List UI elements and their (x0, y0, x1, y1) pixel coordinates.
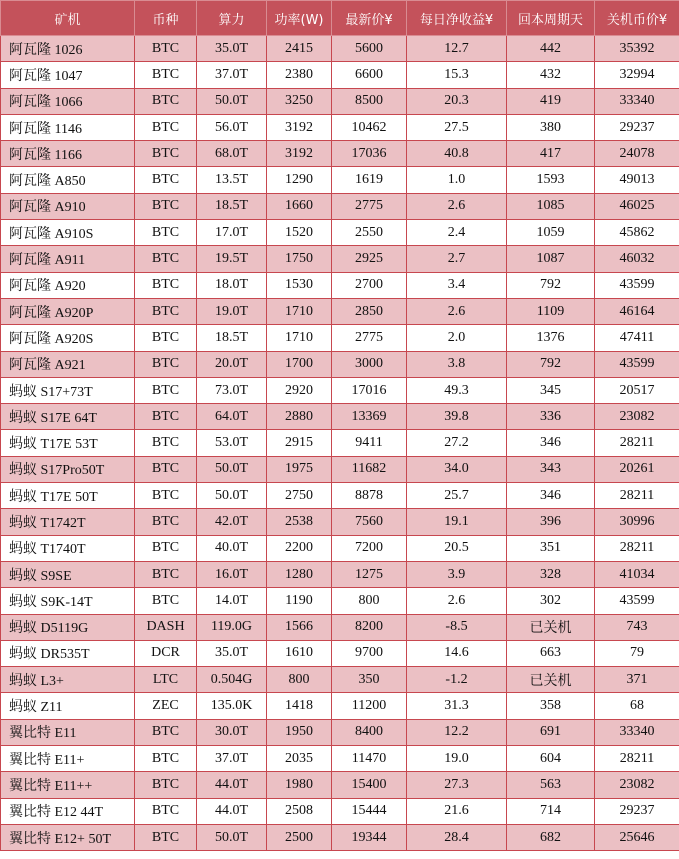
cell-shutdown-price: 28211 (595, 430, 679, 456)
cell-price: 3000 (332, 351, 407, 377)
cell-hashrate: 14.0T (197, 588, 267, 614)
cell-price: 2925 (332, 246, 407, 272)
cell-daily-profit: 2.6 (407, 193, 507, 219)
cell-power: 1710 (267, 325, 332, 351)
cell-shutdown-price: 28211 (595, 483, 679, 509)
cell-power: 1520 (267, 220, 332, 246)
cell-shutdown-price: 41034 (595, 561, 679, 587)
cell-power: 3192 (267, 114, 332, 140)
cell-daily-profit: 2.0 (407, 325, 507, 351)
header-power: 功率(W) (267, 1, 332, 36)
cell-shutdown-price: 29237 (595, 798, 679, 824)
header-row (1, 1, 679, 36)
cell-payback-days: 1109 (507, 298, 595, 324)
cell-payback-days: 442 (507, 36, 595, 62)
cell-coin: BTC (135, 167, 197, 193)
cell-daily-profit: 27.5 (407, 114, 507, 140)
cell-coin: BTC (135, 62, 197, 88)
table-row (1, 377, 679, 403)
cell-miner-name: 翼比特 E12 44T (1, 798, 135, 824)
cell-daily-profit: 27.3 (407, 772, 507, 798)
cell-price: 2775 (332, 325, 407, 351)
cell-shutdown-price: 45862 (595, 220, 679, 246)
cell-price: 800 (332, 588, 407, 614)
cell-hashrate: 42.0T (197, 509, 267, 535)
cell-hashrate: 53.0T (197, 430, 267, 456)
cell-daily-profit: 28.4 (407, 824, 507, 850)
cell-hashrate: 68.0T (197, 141, 267, 167)
cell-price: 7200 (332, 535, 407, 561)
cell-shutdown-price: 24078 (595, 141, 679, 167)
cell-daily-profit: 20.5 (407, 535, 507, 561)
cell-payback-days: 604 (507, 746, 595, 772)
cell-coin: BTC (135, 246, 197, 272)
cell-power: 2415 (267, 36, 332, 62)
cell-daily-profit: 12.7 (407, 36, 507, 62)
cell-coin: BTC (135, 719, 197, 745)
cell-coin: BTC (135, 588, 197, 614)
cell-daily-profit: 20.3 (407, 88, 507, 114)
cell-hashrate: 50.0T (197, 88, 267, 114)
cell-hashrate: 56.0T (197, 114, 267, 140)
cell-miner-name: 阿瓦隆 1026 (1, 36, 135, 62)
cell-daily-profit: 2.4 (407, 220, 507, 246)
cell-hashrate: 44.0T (197, 798, 267, 824)
cell-payback-days: 358 (507, 693, 595, 719)
cell-payback-days: 432 (507, 62, 595, 88)
cell-hashrate: 37.0T (197, 746, 267, 772)
table-row (1, 36, 679, 62)
cell-coin: BTC (135, 351, 197, 377)
cell-miner-name: 蚂蚁 S17+73T (1, 377, 135, 403)
cell-hashrate: 35.0T (197, 640, 267, 666)
header-payback-days: 回本周期天 (507, 1, 595, 36)
cell-price: 11200 (332, 693, 407, 719)
cell-price: 17036 (332, 141, 407, 167)
cell-coin: BTC (135, 456, 197, 482)
table-row (1, 746, 679, 772)
cell-payback-days: 已关机 (507, 614, 595, 640)
cell-payback-days: 336 (507, 404, 595, 430)
cell-power: 2538 (267, 509, 332, 535)
cell-miner-name: 蚂蚁 D5119G (1, 614, 135, 640)
cell-payback-days: 328 (507, 561, 595, 587)
cell-daily-profit: 25.7 (407, 483, 507, 509)
cell-miner-name: 蚂蚁 S17Pro50T (1, 456, 135, 482)
table-row (1, 614, 679, 640)
cell-daily-profit: 34.0 (407, 456, 507, 482)
cell-miner-name: 蚂蚁 Z11 (1, 693, 135, 719)
cell-shutdown-price: 68 (595, 693, 679, 719)
cell-price: 1275 (332, 561, 407, 587)
cell-daily-profit: 27.2 (407, 430, 507, 456)
table-row (1, 298, 679, 324)
table-row (1, 640, 679, 666)
cell-payback-days: 714 (507, 798, 595, 824)
header-daily-profit: 每日净收益¥ (407, 1, 507, 36)
cell-payback-days: 380 (507, 114, 595, 140)
cell-coin: BTC (135, 535, 197, 561)
cell-price: 9411 (332, 430, 407, 456)
cell-hashrate: 40.0T (197, 535, 267, 561)
table-row (1, 404, 679, 430)
cell-price: 7560 (332, 509, 407, 535)
cell-miner-name: 阿瓦隆 1166 (1, 141, 135, 167)
cell-shutdown-price: 20517 (595, 377, 679, 403)
cell-miner-name: 阿瓦隆 A920P (1, 298, 135, 324)
cell-power: 2750 (267, 483, 332, 509)
cell-payback-days: 351 (507, 535, 595, 561)
cell-price: 2550 (332, 220, 407, 246)
cell-power: 1710 (267, 298, 332, 324)
cell-coin: BTC (135, 746, 197, 772)
cell-price: 11470 (332, 746, 407, 772)
table-row (1, 561, 679, 587)
cell-daily-profit: 2.6 (407, 298, 507, 324)
cell-coin: BTC (135, 509, 197, 535)
cell-coin: BTC (135, 483, 197, 509)
header-miner: 矿机 (1, 1, 135, 36)
cell-miner-name: 蚂蚁 L3+ (1, 667, 135, 693)
cell-price: 350 (332, 667, 407, 693)
cell-payback-days: 691 (507, 719, 595, 745)
cell-price: 10462 (332, 114, 407, 140)
cell-hashrate: 30.0T (197, 719, 267, 745)
cell-price: 2850 (332, 298, 407, 324)
table-row (1, 824, 679, 850)
cell-price: 13369 (332, 404, 407, 430)
cell-payback-days: 419 (507, 88, 595, 114)
cell-payback-days: 396 (507, 509, 595, 535)
cell-daily-profit: 14.6 (407, 640, 507, 666)
cell-daily-profit: 1.0 (407, 167, 507, 193)
cell-power: 1750 (267, 246, 332, 272)
cell-hashrate: 18.0T (197, 272, 267, 298)
cell-daily-profit: 3.8 (407, 351, 507, 377)
cell-coin: DASH (135, 614, 197, 640)
cell-daily-profit: 21.6 (407, 798, 507, 824)
cell-hashrate: 19.5T (197, 246, 267, 272)
cell-power: 1610 (267, 640, 332, 666)
cell-hashrate: 37.0T (197, 62, 267, 88)
cell-power: 2500 (267, 824, 332, 850)
cell-shutdown-price: 35392 (595, 36, 679, 62)
cell-power: 1280 (267, 561, 332, 587)
cell-hashrate: 13.5T (197, 167, 267, 193)
cell-hashrate: 64.0T (197, 404, 267, 430)
cell-daily-profit: 40.8 (407, 141, 507, 167)
cell-daily-profit: 19.0 (407, 746, 507, 772)
cell-price: 5600 (332, 36, 407, 62)
cell-price: 8400 (332, 719, 407, 745)
cell-power: 1975 (267, 456, 332, 482)
cell-miner-name: 蚂蚁 S9SE (1, 561, 135, 587)
cell-payback-days: 345 (507, 377, 595, 403)
cell-hashrate: 0.504G (197, 667, 267, 693)
cell-payback-days: 417 (507, 141, 595, 167)
cell-miner-name: 翼比特 E11++ (1, 772, 135, 798)
cell-miner-name: 阿瓦隆 1066 (1, 88, 135, 114)
header-price: 最新价¥ (332, 1, 407, 36)
cell-shutdown-price: 33340 (595, 719, 679, 745)
cell-daily-profit: -1.2 (407, 667, 507, 693)
cell-hashrate: 19.0T (197, 298, 267, 324)
cell-payback-days: 682 (507, 824, 595, 850)
cell-shutdown-price: 43599 (595, 588, 679, 614)
cell-miner-name: 阿瓦隆 1047 (1, 62, 135, 88)
cell-price: 15400 (332, 772, 407, 798)
cell-shutdown-price: 47411 (595, 325, 679, 351)
cell-power: 800 (267, 667, 332, 693)
cell-daily-profit: 31.3 (407, 693, 507, 719)
cell-power: 1700 (267, 351, 332, 377)
cell-coin: BTC (135, 36, 197, 62)
cell-power: 2035 (267, 746, 332, 772)
cell-power: 1950 (267, 719, 332, 745)
cell-hashrate: 119.0G (197, 614, 267, 640)
table-row (1, 509, 679, 535)
cell-price: 2700 (332, 272, 407, 298)
table-row (1, 167, 679, 193)
cell-coin: BTC (135, 272, 197, 298)
cell-shutdown-price: 28211 (595, 746, 679, 772)
table-row (1, 272, 679, 298)
cell-hashrate: 18.5T (197, 193, 267, 219)
cell-daily-profit: 2.6 (407, 588, 507, 614)
header-shutdown-price: 关机币价¥ (595, 1, 679, 36)
cell-miner-name: 阿瓦隆 A911 (1, 246, 135, 272)
cell-shutdown-price: 30996 (595, 509, 679, 535)
table-row (1, 220, 679, 246)
cell-shutdown-price: 23082 (595, 772, 679, 798)
cell-coin: BTC (135, 377, 197, 403)
cell-miner-name: 蚂蚁 S9K-14T (1, 588, 135, 614)
cell-coin: BTC (135, 298, 197, 324)
cell-price: 15444 (332, 798, 407, 824)
cell-price: 17016 (332, 377, 407, 403)
cell-coin: BTC (135, 88, 197, 114)
cell-price: 8878 (332, 483, 407, 509)
cell-power: 3250 (267, 88, 332, 114)
cell-power: 1418 (267, 693, 332, 719)
cell-daily-profit: 49.3 (407, 377, 507, 403)
cell-power: 1290 (267, 167, 332, 193)
cell-daily-profit: 19.1 (407, 509, 507, 535)
cell-payback-days: 302 (507, 588, 595, 614)
cell-hashrate: 20.0T (197, 351, 267, 377)
cell-power: 2880 (267, 404, 332, 430)
cell-coin: BTC (135, 114, 197, 140)
cell-miner-name: 翼比特 E12+ 50T (1, 824, 135, 850)
cell-hashrate: 35.0T (197, 36, 267, 62)
cell-payback-days: 563 (507, 772, 595, 798)
cell-hashrate: 17.0T (197, 220, 267, 246)
cell-daily-profit: -8.5 (407, 614, 507, 640)
table-row (1, 798, 679, 824)
cell-coin: BTC (135, 798, 197, 824)
cell-miner-name: 阿瓦隆 A910S (1, 220, 135, 246)
cell-power: 2200 (267, 535, 332, 561)
cell-hashrate: 16.0T (197, 561, 267, 587)
cell-hashrate: 44.0T (197, 772, 267, 798)
cell-shutdown-price: 28211 (595, 535, 679, 561)
cell-miner-name: 蚂蚁 T1740T (1, 535, 135, 561)
cell-hashrate: 50.0T (197, 824, 267, 850)
table-row (1, 114, 679, 140)
cell-power: 2508 (267, 798, 332, 824)
cell-miner-name: 阿瓦隆 A920S (1, 325, 135, 351)
cell-shutdown-price: 79 (595, 640, 679, 666)
cell-daily-profit: 15.3 (407, 62, 507, 88)
cell-coin: BTC (135, 220, 197, 246)
cell-payback-days: 1085 (507, 193, 595, 219)
header-hashrate: 算力 (197, 1, 267, 36)
cell-price: 2775 (332, 193, 407, 219)
cell-power: 3192 (267, 141, 332, 167)
cell-payback-days: 663 (507, 640, 595, 666)
cell-payback-days: 792 (507, 351, 595, 377)
cell-price: 1619 (332, 167, 407, 193)
cell-price: 11682 (332, 456, 407, 482)
cell-shutdown-price: 25646 (595, 824, 679, 850)
cell-price: 8500 (332, 88, 407, 114)
cell-payback-days: 346 (507, 483, 595, 509)
table-row (1, 325, 679, 351)
cell-shutdown-price: 20261 (595, 456, 679, 482)
cell-shutdown-price: 23082 (595, 404, 679, 430)
cell-hashrate: 73.0T (197, 377, 267, 403)
cell-hashrate: 135.0K (197, 693, 267, 719)
cell-price: 9700 (332, 640, 407, 666)
header-coin: 币种 (135, 1, 197, 36)
cell-shutdown-price: 29237 (595, 114, 679, 140)
cell-payback-days: 343 (507, 456, 595, 482)
cell-shutdown-price: 371 (595, 667, 679, 693)
table-row (1, 141, 679, 167)
cell-miner-name: 蚂蚁 T17E 50T (1, 483, 135, 509)
cell-hashrate: 50.0T (197, 483, 267, 509)
table-row (1, 772, 679, 798)
cell-payback-days: 1059 (507, 220, 595, 246)
cell-shutdown-price: 743 (595, 614, 679, 640)
table-row (1, 88, 679, 114)
cell-price: 6600 (332, 62, 407, 88)
cell-shutdown-price: 46164 (595, 298, 679, 324)
cell-shutdown-price: 32994 (595, 62, 679, 88)
cell-miner-name: 翼比特 E11+ (1, 746, 135, 772)
cell-price: 19344 (332, 824, 407, 850)
table-row (1, 535, 679, 561)
table-row (1, 430, 679, 456)
cell-daily-profit: 2.7 (407, 246, 507, 272)
cell-miner-name: 蚂蚁 T1742T (1, 509, 135, 535)
cell-payback-days: 346 (507, 430, 595, 456)
cell-payback-days: 1376 (507, 325, 595, 351)
cell-payback-days: 1087 (507, 246, 595, 272)
cell-power: 1566 (267, 614, 332, 640)
table-row (1, 667, 679, 693)
cell-miner-name: 阿瓦隆 A910 (1, 193, 135, 219)
table-row (1, 693, 679, 719)
cell-miner-name: 蚂蚁 DR535T (1, 640, 135, 666)
cell-shutdown-price: 49013 (595, 167, 679, 193)
cell-coin: BTC (135, 824, 197, 850)
cell-miner-name: 蚂蚁 S17E 64T (1, 404, 135, 430)
cell-miner-name: 阿瓦隆 1146 (1, 114, 135, 140)
cell-power: 2920 (267, 377, 332, 403)
cell-hashrate: 50.0T (197, 456, 267, 482)
cell-power: 1660 (267, 193, 332, 219)
table-row (1, 246, 679, 272)
cell-power: 1980 (267, 772, 332, 798)
cell-shutdown-price: 46032 (595, 246, 679, 272)
cell-coin: ZEC (135, 693, 197, 719)
cell-shutdown-price: 46025 (595, 193, 679, 219)
cell-payback-days: 1593 (507, 167, 595, 193)
cell-coin: BTC (135, 430, 197, 456)
cell-shutdown-price: 43599 (595, 272, 679, 298)
cell-miner-name: 阿瓦隆 A921 (1, 351, 135, 377)
cell-miner-name: 阿瓦隆 A850 (1, 167, 135, 193)
cell-coin: LTC (135, 667, 197, 693)
cell-miner-name: 翼比特 E11 (1, 719, 135, 745)
cell-power: 1190 (267, 588, 332, 614)
table-row (1, 588, 679, 614)
cell-daily-profit: 3.4 (407, 272, 507, 298)
cell-daily-profit: 39.8 (407, 404, 507, 430)
cell-daily-profit: 3.9 (407, 561, 507, 587)
cell-coin: BTC (135, 325, 197, 351)
cell-payback-days: 792 (507, 272, 595, 298)
cell-payback-days: 已关机 (507, 667, 595, 693)
table-row (1, 456, 679, 482)
cell-power: 2915 (267, 430, 332, 456)
table-row (1, 193, 679, 219)
table-body (1, 36, 679, 851)
cell-miner-name: 蚂蚁 T17E 53T (1, 430, 135, 456)
cell-coin: BTC (135, 561, 197, 587)
cell-miner-name: 阿瓦隆 A920 (1, 272, 135, 298)
cell-coin: BTC (135, 193, 197, 219)
cell-coin: BTC (135, 404, 197, 430)
cell-coin: BTC (135, 772, 197, 798)
table-row (1, 483, 679, 509)
cell-power: 1530 (267, 272, 332, 298)
cell-hashrate: 18.5T (197, 325, 267, 351)
table-row (1, 719, 679, 745)
cell-coin: BTC (135, 141, 197, 167)
cell-price: 8200 (332, 614, 407, 640)
cell-shutdown-price: 43599 (595, 351, 679, 377)
cell-daily-profit: 12.2 (407, 719, 507, 745)
table-row (1, 351, 679, 377)
cell-shutdown-price: 33340 (595, 88, 679, 114)
cell-power: 2380 (267, 62, 332, 88)
table-row (1, 62, 679, 88)
cell-coin: DCR (135, 640, 197, 666)
